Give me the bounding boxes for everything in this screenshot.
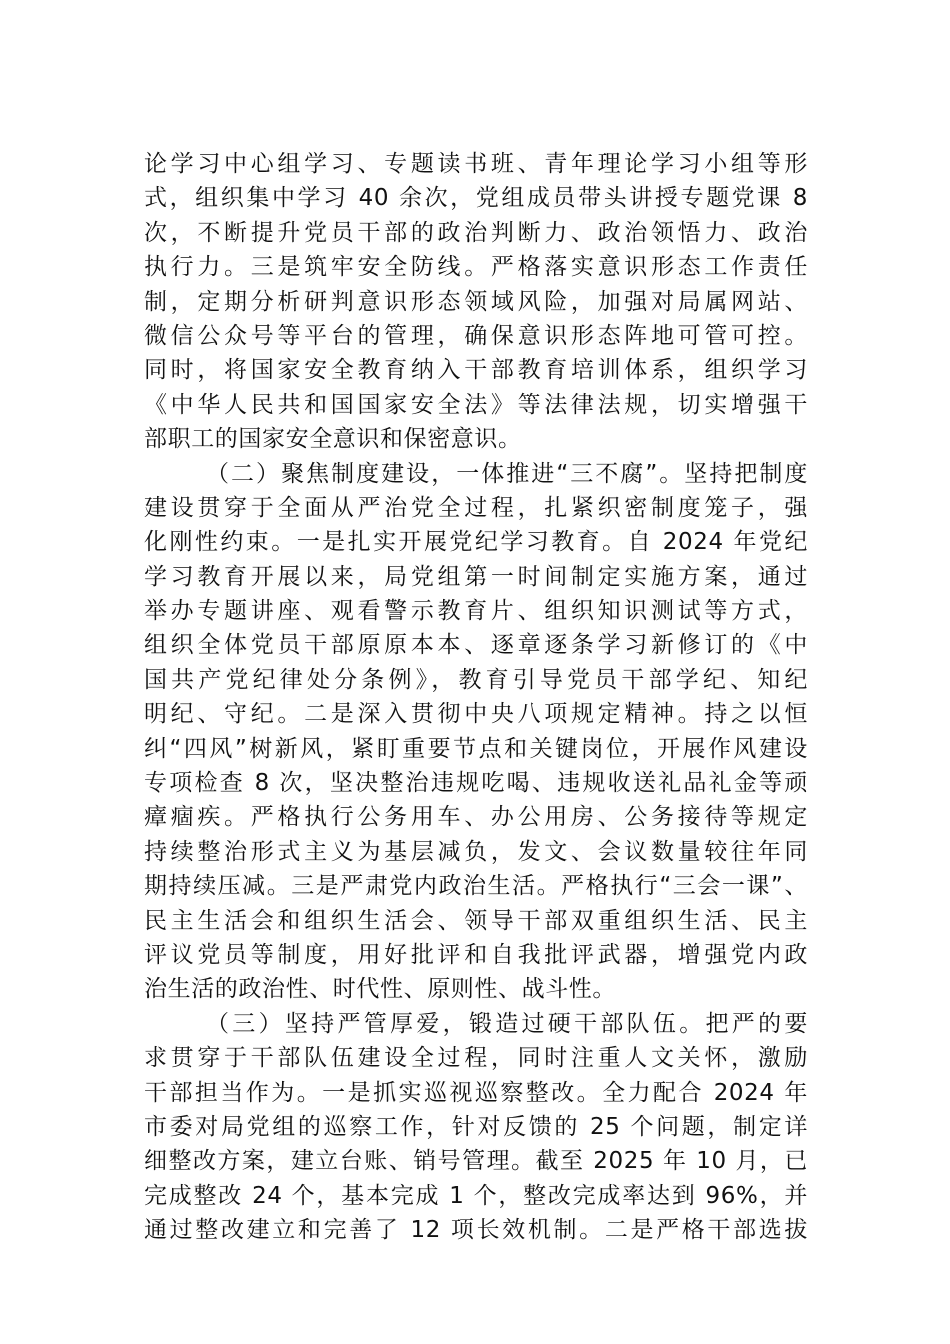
text-line: 纠“四风”树新风，紧盯重要节点和关键岗位，开展作风建设 (144, 735, 808, 762)
text-line: 持续整治形式主义为基层减负，发文、会议数量较往年同 (144, 838, 808, 865)
text-line: 市委对局党组的巡察工作，针对反馈的 25 个问题，制定详 (144, 1113, 808, 1140)
text-line: 执行力。三是筑牢安全防线。严格落实意识形态工作责任 (144, 254, 808, 281)
text-line: 通过整改建立和完善了 12 项长效机制。二是严格干部选拔 (144, 1217, 808, 1244)
text-line: 化刚性约束。一是扎实开展党纪学习教育。自 2024 年党纪 (144, 529, 808, 556)
text-line: 组织全体党员干部原原本本、逐章逐条学习新修订的《中 (144, 632, 808, 659)
text-line: 期持续压减。三是严肃党内政治生活。严格执行“三会一课”、 (144, 873, 808, 900)
text-line: 评议党员等制度，用好批评和自我批评武器，增强党内政 (144, 941, 808, 968)
text-line: 专项检查 8 次，坚决整治违规吃喝、违规收送礼品礼金等顽 (144, 770, 808, 797)
text-line: 微信公众号等平台的管理，确保意识形态阵地可管可控。 (144, 322, 808, 349)
text-line: 完成整改 24 个，基本完成 1 个，整改完成率达到 96%，并 (144, 1182, 808, 1209)
document-page (144, 147, 808, 1248)
text-line: 建设贯穿于全面从严治党全过程，扎紧织密制度笼子，强 (144, 494, 808, 521)
text-line: 细整改方案，建立台账、销号管理。截至 2025 年 10 月，已 (144, 1148, 808, 1175)
text-line: 次，不断提升党员干部的政治判断力、政治领悟力、政治 (144, 219, 808, 246)
text-line: 制，定期分析研判意识形态领域风险，加强对局属网站、 (144, 288, 808, 315)
text-line: 部职工的国家安全意识和保密意识。 (144, 426, 522, 453)
text-line: 学习教育开展以来，局党组第一时间制定实施方案，通过 (144, 563, 808, 590)
text-line: 瘴痼疾。严格执行公务用车、办公用房、公务接待等规定 (144, 804, 808, 831)
text-line: 同时，将国家安全教育纳入干部教育培训体系，组织学习 (144, 357, 808, 384)
text-line: 式，组织集中学习 40 余次，党组成员带头讲授专题党课 8 (144, 185, 808, 212)
text-line: 举办专题讲座、观看警示教育片、组织知识测试等方式， (144, 598, 808, 625)
text-line: 干部担当作为。一是抓实巡视巡察整改。全力配合 2024 年 (144, 1079, 808, 1106)
text-line: 求贯穿于干部队伍建设全过程，同时注重人文关怀，激励 (144, 1045, 808, 1072)
text-line: 国共产党纪律处分条例》，教育引导党员干部学纪、知纪 (144, 666, 808, 693)
paragraph-heading-line: （二）聚焦制度建设，一体推进“三不腐”。坚持把制度 (206, 460, 808, 487)
text-line: 民主生活会和组织生活会、领导干部双重组织生活、民主 (144, 907, 808, 934)
text-line: 《中华人民共和国国家安全法》等法律法规，切实增强干 (144, 391, 808, 418)
text-line: 论学习中心组学习、专题读书班、青年理论学习小组等形 (144, 151, 808, 177)
text-line: 明纪、守纪。二是深入贯彻中央八项规定精神。持之以恒 (144, 701, 808, 728)
paragraph-heading-line: （三）坚持严管厚爱，锻造过硬干部队伍。把严的要 (206, 1010, 808, 1037)
text-line: 治生活的政治性、时代性、原则性、战斗性。 (144, 976, 616, 1003)
